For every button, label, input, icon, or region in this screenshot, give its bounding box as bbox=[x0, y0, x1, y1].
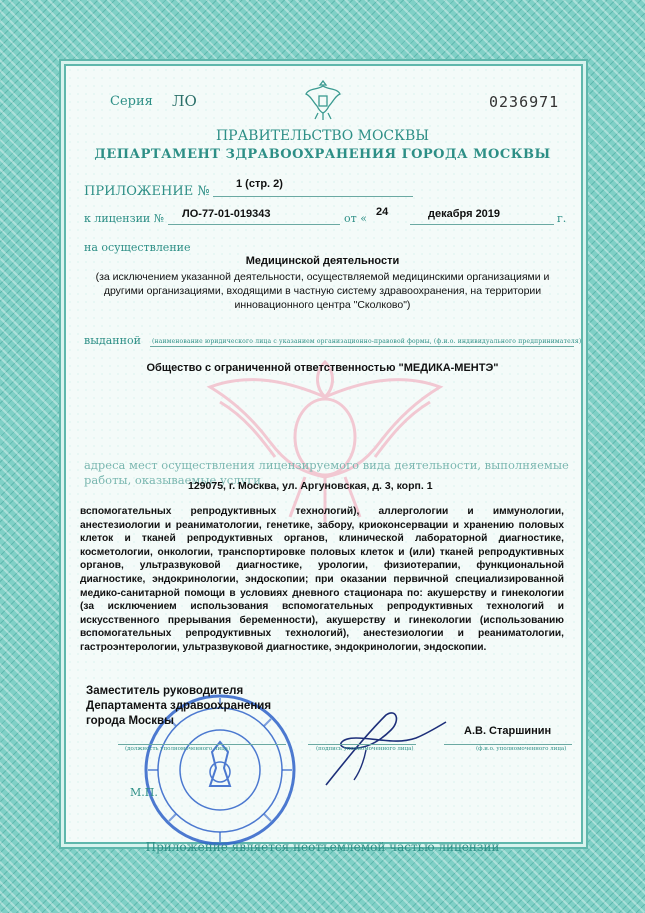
date-from-label: от « bbox=[344, 212, 367, 225]
signature-caption: (подпись уполномоченного лица) bbox=[316, 746, 414, 752]
issued-hint: (наименование юридического лица с указанием организационно-правовой формы, (ф.и.о. индивидуального предпринимателя) bbox=[152, 338, 582, 345]
name-underline bbox=[444, 744, 572, 745]
date-day: 24 bbox=[376, 206, 389, 218]
license-label: к лицензии № bbox=[84, 212, 165, 225]
footer-note: Приложение является неотъемлемой частью лицензии bbox=[145, 840, 500, 854]
date-month-year: декабря 2019 bbox=[428, 208, 501, 220]
handwritten-signature-icon bbox=[306, 700, 456, 790]
signer-position: Заместитель руководителя Департамента здравоохранения города Москвы bbox=[86, 685, 272, 727]
organization-name: Общество с ограниченной ответственностью "МЕДИКА-МЕНТЭ" bbox=[146, 362, 499, 374]
signature-underline bbox=[308, 744, 416, 745]
license-number: ЛО-77-01-019343 bbox=[182, 208, 271, 220]
form-number: 0236971 bbox=[489, 93, 560, 111]
signer-name: А.В. Старшинин bbox=[464, 725, 552, 737]
stamp-place-label: М.П. bbox=[130, 786, 158, 799]
issued-label: выданной bbox=[84, 334, 141, 347]
appendix-value: 1 (стр. 2) bbox=[236, 178, 283, 190]
series-value: ЛО bbox=[172, 92, 197, 110]
appendix-underline bbox=[213, 196, 413, 197]
issued-underline bbox=[150, 346, 574, 347]
series-label: Серия bbox=[110, 94, 153, 109]
coat-of-arms-icon bbox=[303, 78, 343, 122]
position-caption: (должность уполномоченного лица) bbox=[125, 746, 231, 752]
purpose-label: на осуществление bbox=[84, 241, 191, 254]
activity-title: Медицинской деятельности bbox=[245, 255, 400, 267]
government-title: ПРАВИТЕЛЬСТВО МОСКВЫ bbox=[215, 128, 430, 144]
address-value: 129075, г. Москва, ул. Аргуновская, д. 3, корп. 1 bbox=[188, 480, 433, 492]
license-underline bbox=[168, 224, 340, 225]
position-underline bbox=[118, 744, 286, 745]
date-underline bbox=[410, 224, 554, 225]
name-caption: (ф.и.о. уполномоченного лица) bbox=[476, 746, 567, 752]
appendix-label: ПРИЛОЖЕНИЕ № bbox=[84, 184, 210, 199]
activity-note: (за исключением указанной деятельности, осуществляемой медицинскими организациями и другими организациями, входящими в частную систему здравоохранения, на территории инновационного центра "Сколково") bbox=[95, 271, 550, 311]
year-suffix: г. bbox=[557, 212, 567, 225]
address-label: адреса мест осуществления лицензируемого вида деятельности, выполняемые работы, оказываемые услуги bbox=[84, 458, 569, 487]
department-title: ДЕПАРТАМЕНТ ЗДРАВООХРАНЕНИЯ ГОРОДА МОСКВЫ bbox=[94, 147, 551, 162]
services-text: вспомогательных репродуктивных технологий), аллергологии и иммунологии, анестезиологии и реаниматологии, генетике, забору, криоконсервации и хранению половых клеток и тканей репродуктивных органов, клинической лабораторной диагностике, косметологии, онкологии, транспортировке половых клеток и (или) тканей репродуктивных органов, ультразвуковой диагностике, урологии, физиотерапии, функциональной диагностике, эндокринологии, эндоскопии; при оказании первичной специализированной медико-санитарной помощи в условиях дневного стационара по: акушерству и гинекологии (за исключением использования вспомогательных репродуктивных технологий и искусственного прерывания беременности), акушерству и гинекологии (использованию вспомогательных репродуктивных технологий), анестезиологии и реаниматологии, гастроэнтерологии, ультразвуковой диагностике, эндокринологии, эндоскопии. bbox=[80, 506, 564, 653]
